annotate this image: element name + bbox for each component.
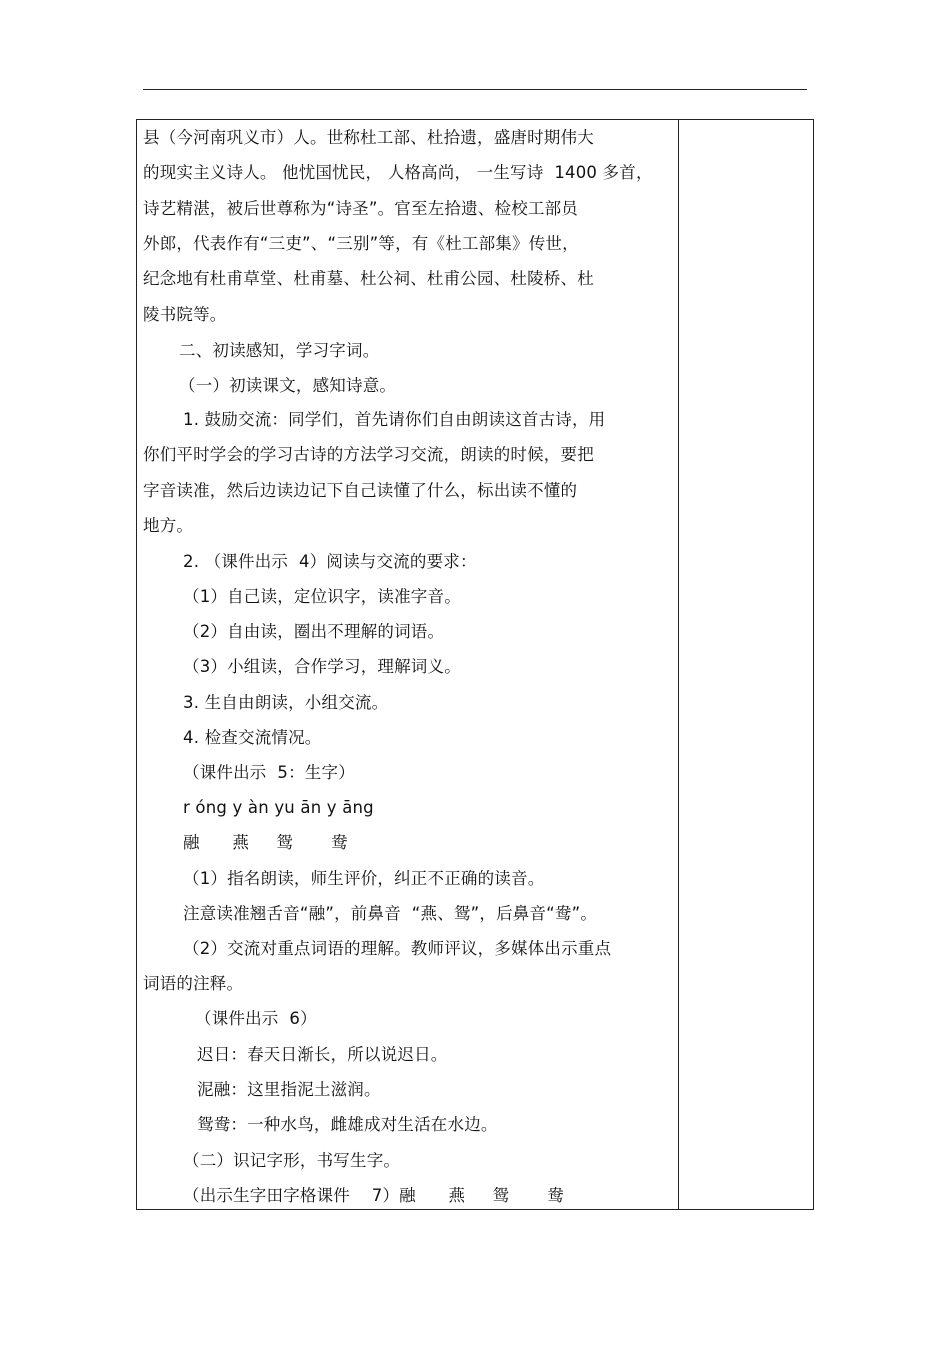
characters-line: 融 燕 鸳 鸯 xyxy=(183,833,348,852)
text-line: （出示生字田字格课件 7）融 燕 鸳 鸯 xyxy=(183,1186,564,1205)
section-heading: 二、初读感知，学习字词。 xyxy=(179,341,380,360)
text-line: （课件出示 6） xyxy=(195,1009,317,1028)
text-line: （2）自由读，圈出不理解的词语。 xyxy=(183,622,445,641)
text-line: 的现实主义诗人。 他忧国忧民， 人格高尚， 一生写诗 1400 多首， xyxy=(143,163,653,182)
subsection-heading: （一）初读课文，感知诗意。 xyxy=(179,376,397,395)
pinyin-line: r óng y àn yu ān y āng xyxy=(183,798,374,817)
text-line: 2. （课件出示 4）阅读与交流的要求： xyxy=(183,552,477,571)
text-line: 迟日：春天日渐长，所以说迟日。 xyxy=(197,1045,448,1064)
text-line: 3. 生自由朗读，小组交流。 xyxy=(183,693,389,712)
subsection-heading: （二）识记字形，书写生字。 xyxy=(183,1151,401,1170)
text-line: 你们平时学会的学习古诗的方法学习交流，朗读的时候，要把 xyxy=(143,445,594,464)
text-line: 县（今河南巩义市）人。世称杜工部、杜拾遗，盛唐时期伟大 xyxy=(143,128,594,147)
text-line: （1）自己读，定位识字，读准字音。 xyxy=(183,587,461,606)
text-line: （3）小组读，合作学习，理解词义。 xyxy=(183,657,461,676)
text-line: （课件出示 5：生字） xyxy=(183,763,355,782)
text-line: 诗艺精湛，被后世尊称为“诗圣”。官至左拾遗、检校工部员 xyxy=(143,199,578,218)
text-line: 4. 检查交流情况。 xyxy=(183,728,322,747)
text-line: （1）指名朗读，师生评价，纠正不正确的读音。 xyxy=(183,869,545,888)
text-line: 字音读准，然后边读边记下自己读懂了什么，标出读不懂的 xyxy=(143,481,578,500)
text-line: 外郎，代表作有“三吏”、“三别”等，有《杜工部集》传世， xyxy=(143,234,579,253)
text-line: 词语的注释。 xyxy=(143,974,244,993)
table-column-divider xyxy=(678,119,679,1210)
text-line: （2）交流对重点词语的理解。教师评议，多媒体出示重点 xyxy=(183,939,612,958)
text-line: 纪念地有杜甫草堂、杜甫墓、杜公祠、杜甫公园、杜陵桥、杜 xyxy=(143,269,594,288)
text-line: 1. 鼓励交流：同学们，首先请你们自由朗读这首古诗，用 xyxy=(183,410,606,429)
text-line: 注意读准翘舌音“融”，前鼻音 “燕、鸳”，后鼻音“鸯”。 xyxy=(183,904,598,923)
text-line: 陵书院等。 xyxy=(143,305,227,324)
header-rule xyxy=(143,89,807,90)
text-line: 鸳鸯：一种水鸟，雌雄成对生活在水边。 xyxy=(197,1115,498,1134)
text-line: 地方。 xyxy=(143,516,194,535)
text-line: 泥融：这里指泥土滋润。 xyxy=(197,1080,381,1099)
